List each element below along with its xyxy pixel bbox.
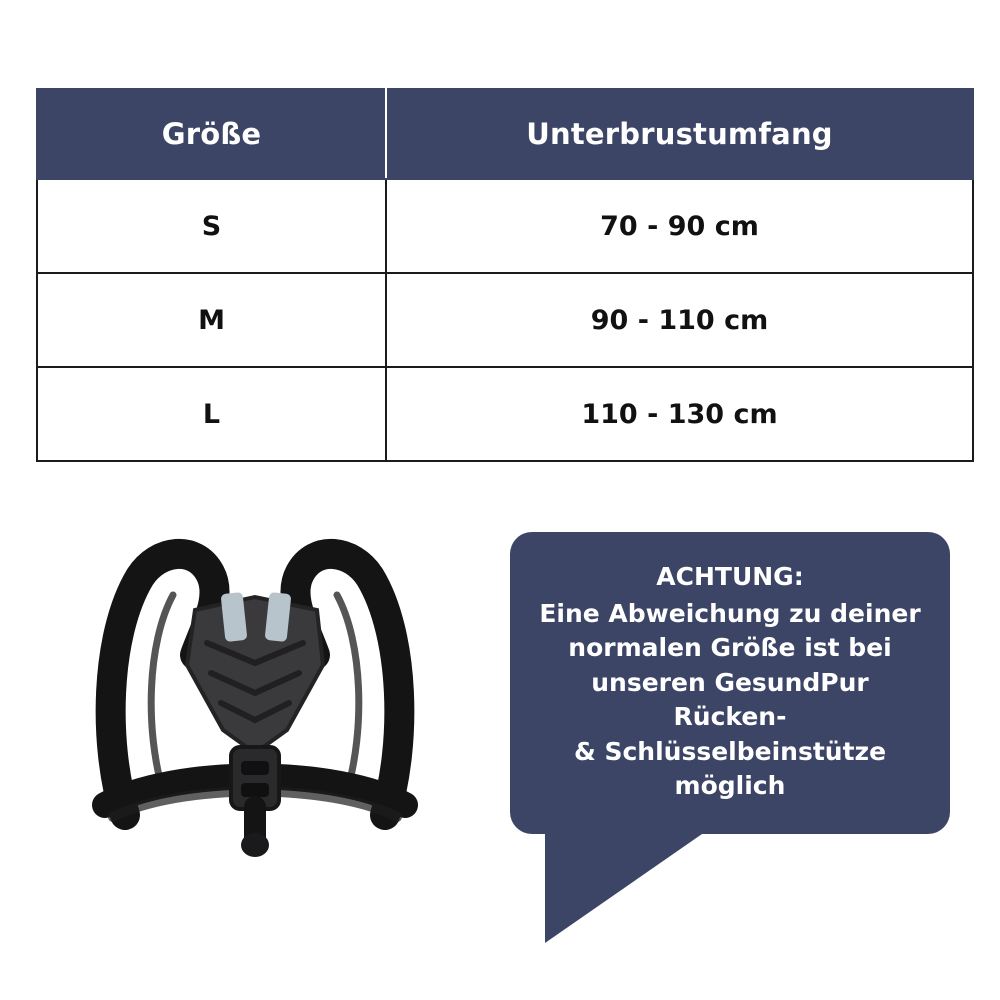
cell-range-m: 90 - 110 cm [386,273,973,367]
callout-line-3: unseren GesundPur Rücken- [591,667,869,731]
table-header [37,89,973,179]
column-header-underbust: Unterbrustumfang [386,89,973,179]
size-chart-table [36,88,974,462]
table-row [37,179,973,273]
callout-line-4: & Schlüsselbeinstütze [573,736,887,766]
table-row [37,273,973,367]
table-header-row [37,89,973,179]
callout-line-1: Eine Abweichung zu deiner [539,598,921,628]
table-row [37,367,973,461]
cell-size-m: M [37,273,386,367]
lower-section [0,500,1000,1000]
table-body [37,179,973,461]
callout-title: ACHTUNG: [656,562,804,591]
posture-brace-illustration [55,515,455,875]
column-header-size: Größe [37,89,386,179]
callout-tail [545,825,715,943]
product-image [55,515,455,875]
cell-size-l: L [37,367,386,461]
cell-range-l: 110 - 130 cm [386,367,973,461]
callout-line-2: normalen Größe ist bei [568,633,892,662]
cell-range-s: 70 - 90 cm [386,179,973,273]
callout-line-5: möglich [674,771,786,800]
cell-size-s: S [37,179,386,273]
warning-callout [510,532,950,834]
